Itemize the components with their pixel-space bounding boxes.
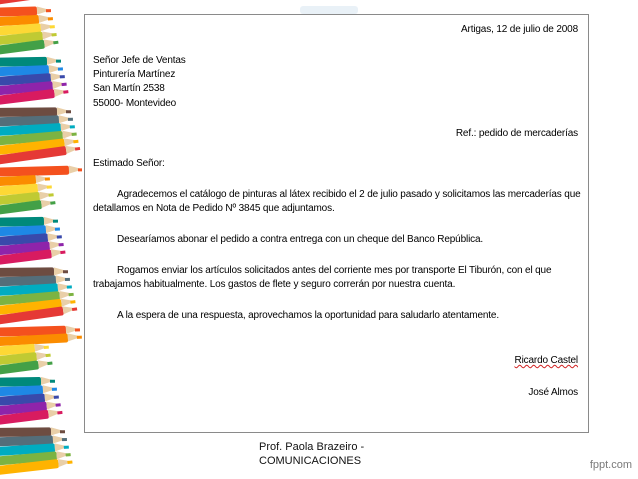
- paragraph-line: Rogamos enviar los artículos solicitados antes del corriente mes por transporte El Tiburón, con el que: [117, 265, 552, 276]
- greeting: Estimado Señor:: [93, 158, 165, 169]
- paragraph-line: A la espera de una respuesta, aprovechamos la oportunidad para saludarlo atentamente.: [117, 310, 499, 321]
- letter-page: [84, 14, 589, 433]
- letter-date: Artigas, 12 de julio de 2008: [461, 24, 578, 35]
- slide-footer: [259, 440, 364, 468]
- footer-author: Prof. Paola Brazeiro -: [259, 441, 365, 453]
- header-decoration: [300, 6, 358, 14]
- pencil-border-decoration: [0, 0, 82, 479]
- signature-name: [515, 355, 578, 366]
- recipient-line: 55000- Montevideo: [93, 98, 177, 109]
- footer-subject: COMUNICACIONES: [259, 455, 362, 467]
- watermark: fppt.com: [589, 459, 632, 471]
- signature-text: Ricardo Castel: [514, 355, 578, 366]
- recipient-line: San Martín 2538: [93, 83, 165, 94]
- paragraph-line: detallamos en Nota de Pedido Nº 3845 que adjuntamos.: [93, 203, 335, 214]
- paragraph-line: Agradecemos el catálogo de pinturas al látex recibido el 2 de julio pasado y solicitamos las mercaderías que: [117, 189, 581, 200]
- paragraph-line: Desearíamos abonar el pedido a contra entrega con un cheque del Banco República.: [117, 234, 484, 245]
- recipient-line: Señor Jefe de Ventas: [93, 55, 186, 66]
- paragraph-line: trabajamos habitualmente. Los gastos de flete y seguro correrán por nuestra cuenta.: [93, 279, 456, 290]
- recipient-line: Pinturería Martínez: [93, 69, 176, 80]
- signature-name: José Almos: [528, 387, 578, 398]
- reference-line: Ref.: pedido de mercaderías: [455, 128, 578, 139]
